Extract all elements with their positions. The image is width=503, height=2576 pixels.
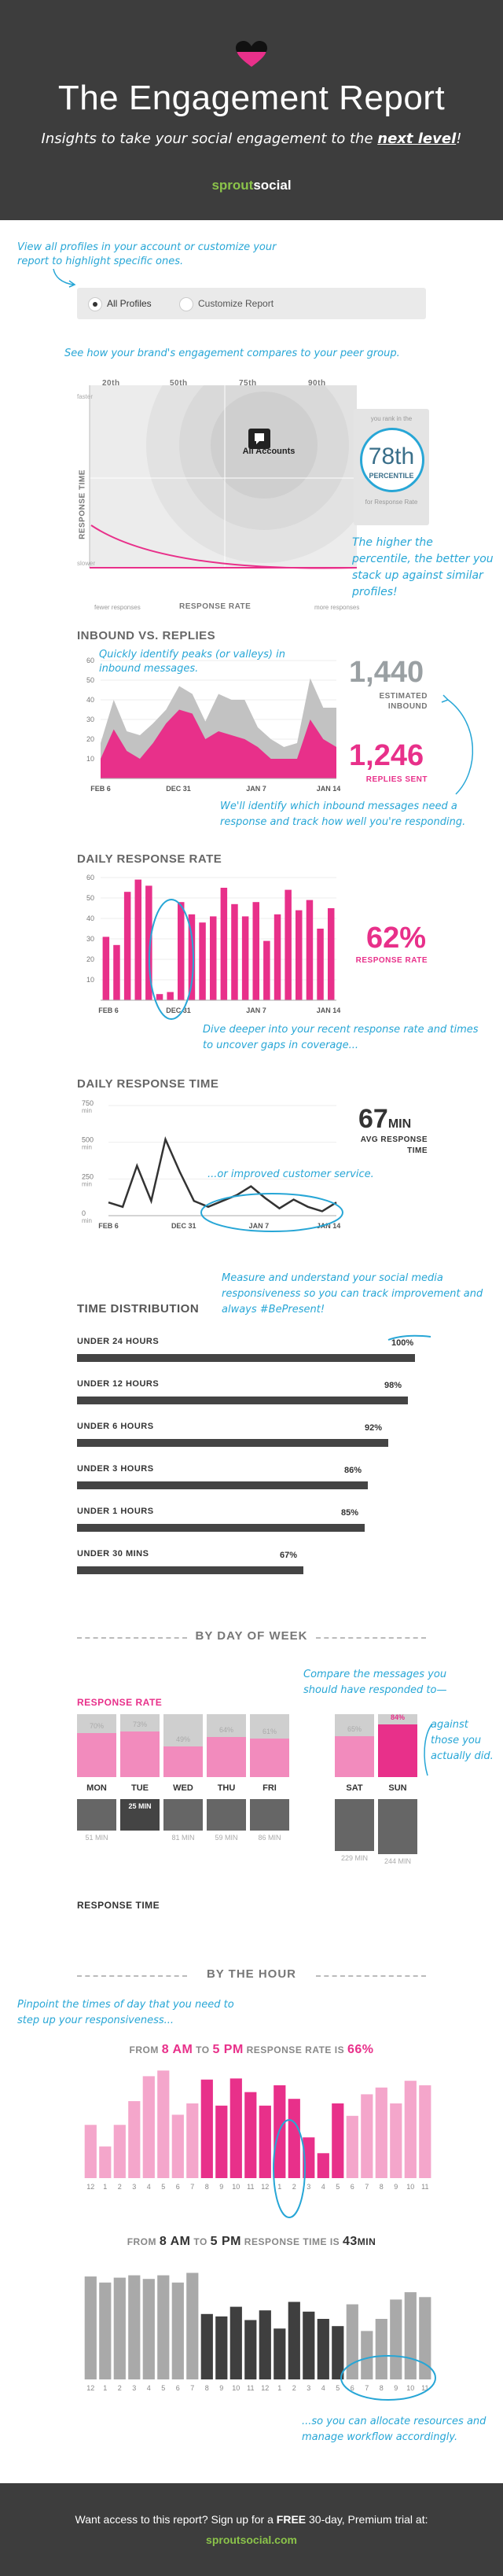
inbound-note-2: We'll identify which inbound messages need a response and track how well you're responding. <box>220 800 466 828</box>
x-tick-label: JAN 14 <box>316 785 341 793</box>
hour-bar <box>332 2103 343 2178</box>
tick-20th: 20th <box>102 379 120 388</box>
intro-note: View all profiles in your account or customize your report to highlight specific ones. <box>17 241 277 267</box>
hour-label: 12 <box>86 2183 95 2191</box>
hour-label: 2 <box>292 2384 296 2392</box>
rate-bar <box>210 916 217 1000</box>
y-tick-label: 40 <box>86 914 94 922</box>
hour-bar <box>114 2125 126 2178</box>
rate-value: 61% <box>262 1728 277 1735</box>
rate-bar <box>263 941 270 1000</box>
y-tick-unit: min <box>82 1217 92 1224</box>
hour-label: 3 <box>307 2183 311 2191</box>
option-customize-report[interactable]: Customize Report <box>198 298 274 309</box>
profile-selector <box>77 288 426 319</box>
day-label: FRI <box>263 1783 277 1793</box>
hour-label: 7 <box>365 2384 369 2392</box>
hour-bar <box>230 2307 242 2379</box>
hour-bar <box>157 2070 169 2178</box>
distribution-percent: 86% <box>344 1466 362 1475</box>
y-tick-label: 30 <box>86 716 94 723</box>
sproutsocial-link[interactable]: sproutsocial.com <box>206 2534 297 2546</box>
header <box>0 0 503 220</box>
percentile-badge <box>354 409 429 525</box>
hour-bar <box>244 2320 256 2380</box>
hour-label: 7 <box>190 2384 195 2392</box>
radio-all-profiles[interactable] <box>88 297 102 311</box>
rate-value: 73% <box>132 1720 147 1728</box>
time-bar <box>250 1799 289 1831</box>
hour-label: 8 <box>204 2384 209 2392</box>
distribution-label: UNDER 3 HOURS <box>77 1464 154 1474</box>
hour-label: 9 <box>394 2384 398 2392</box>
time-value: 244 MIN <box>384 1857 411 1865</box>
hour-bar <box>347 2116 358 2178</box>
arrow-icon <box>420 1720 435 1783</box>
y-top-label: faster <box>77 393 94 400</box>
heart-icon <box>236 41 267 68</box>
hour-label: 9 <box>394 2183 398 2191</box>
hour-label: 4 <box>146 2183 151 2191</box>
x-tick-label: JAN 14 <box>316 1006 341 1014</box>
inbound-title: INBOUND VS. REPLIES <box>77 629 216 642</box>
all-accounts-label: All Accounts <box>242 447 296 456</box>
hour-label: 1 <box>277 2384 282 2392</box>
distribution-percent: 85% <box>341 1508 359 1518</box>
time-value: 229 MIN <box>340 1854 368 1862</box>
hour-label: 11 <box>421 2183 429 2191</box>
distribution-label: UNDER 12 HOURS <box>77 1379 160 1389</box>
hour-bar <box>419 2085 431 2178</box>
rate-value: 65% <box>347 1725 362 1733</box>
hour-bar <box>201 2314 213 2379</box>
page-title: The Engagement Report <box>57 79 446 117</box>
by-day-title: BY DAY OF WEEK <box>195 1629 308 1643</box>
x-tick-label: JAN 14 <box>316 1222 341 1230</box>
hour-bar <box>157 2276 169 2379</box>
response-rate-label: RESPONSE RATE <box>355 956 428 965</box>
hour-bar <box>85 2276 97 2379</box>
hour-label: 5 <box>161 2384 166 2392</box>
y-tick-label: 50 <box>86 676 94 684</box>
estimated-label-1: ESTIMATED <box>379 692 428 701</box>
distribution-bar <box>77 1397 408 1404</box>
hour-label: 12 <box>86 2384 95 2392</box>
time-value: 51 MIN <box>85 1834 108 1842</box>
response-time-title: DAILY RESPONSE TIME <box>77 1077 219 1091</box>
peer-chart <box>68 376 366 627</box>
distribution-bar <box>77 1354 415 1362</box>
distribution-bar <box>77 1439 388 1447</box>
inbound-note: Quickly identify peaks (or valleys) in inbound messages. <box>99 649 285 675</box>
hour-label: 11 <box>247 2384 255 2392</box>
rate-bar <box>296 911 303 1000</box>
replies-sent-value: 1,246 <box>349 739 424 772</box>
time-bar <box>163 1799 203 1831</box>
distribution-bar <box>77 1566 303 1574</box>
hour-bar <box>128 2276 140 2379</box>
badge-value: 78th <box>368 443 415 469</box>
rate-bar <box>328 908 335 1000</box>
avg-response-label-2: TIME <box>407 1146 428 1155</box>
peer-note-2: The higher the percentile, the better you stack up against similar profiles! <box>352 536 494 598</box>
response-rate-note: Dive deeper into your recent response rate and times to uncover gaps in coverage... <box>203 1024 479 1051</box>
time-distribution-note: Measure and understand your social media responsiveness so you can track improvement and always #BePresent! <box>222 1272 483 1316</box>
rate-value: 84% <box>390 1713 405 1721</box>
hour-label: 10 <box>406 2384 415 2392</box>
response-rate-chart <box>77 871 344 1029</box>
hour-bar <box>215 2106 227 2178</box>
y-tick-label: 30 <box>86 935 94 943</box>
hour-label: 10 <box>232 2183 240 2191</box>
hour-label: 1 <box>103 2384 108 2392</box>
badge-top-text: you rank in the <box>370 415 413 422</box>
y-bottom-label: slower <box>77 560 96 567</box>
replies-sent-label: REPLIES SENT <box>365 775 428 784</box>
rate-bar <box>250 1739 289 1777</box>
rate-bar <box>124 892 131 1000</box>
tick-75th: 75th <box>239 379 257 388</box>
distribution-label: UNDER 6 HOURS <box>77 1422 154 1431</box>
hour-label: 7 <box>365 2183 369 2191</box>
hour-label: 1 <box>277 2183 282 2191</box>
rate-bar <box>253 902 260 1000</box>
y-tick-value: 500 <box>82 1135 94 1144</box>
y-tick-label: 10 <box>86 976 94 984</box>
day-label: SAT <box>346 1783 363 1793</box>
rate-bar <box>335 1736 374 1777</box>
hour-label: 12 <box>261 2384 270 2392</box>
time-value: 86 MIN <box>258 1834 281 1842</box>
y-axis-label: RESPONSE TIME <box>78 469 87 539</box>
by-day-note: Compare the messages you should have responded to— <box>303 1669 447 1696</box>
rate-bar <box>163 1746 203 1777</box>
hour-bar <box>128 2101 140 2178</box>
day-label: SUN <box>388 1783 407 1793</box>
rate-bar <box>378 1724 417 1777</box>
highlight-circle <box>267 2114 314 2224</box>
hour-bar <box>230 2078 242 2178</box>
hour-bar <box>172 2283 184 2379</box>
distribution-percent: 98% <box>384 1381 402 1390</box>
rate-value: 49% <box>175 1735 190 1743</box>
y-tick-unit: min <box>82 1143 92 1151</box>
hour-label: 10 <box>406 2183 415 2191</box>
by-day-note-2: against those you actually did. <box>431 1719 494 1762</box>
hour-label: 9 <box>219 2384 224 2392</box>
rate-bar <box>231 904 238 1000</box>
peer-note: See how your brand's engagement compares to your peer group. <box>64 348 400 359</box>
x-right-label: more responses <box>314 604 360 611</box>
distribution-label: UNDER 24 HOURS <box>77 1337 160 1346</box>
hour-label: 8 <box>379 2183 384 2191</box>
rate-bar <box>120 1731 160 1777</box>
distribution-bar <box>77 1524 365 1532</box>
by-hour-note-2: ...so you can allocate resources and manage workflow accordingly. <box>302 2416 486 2443</box>
rate-bar <box>103 937 110 1000</box>
distribution-bar <box>77 1481 368 1489</box>
x-tick-label: DEC 31 <box>166 785 191 793</box>
rate-bar <box>135 880 142 1000</box>
hour-bar <box>318 2153 329 2178</box>
hour-bar <box>143 2279 155 2379</box>
hour-time-summary: FROM 8 AM TO 5 PM RESPONSE TIME IS 43MIN <box>127 2235 376 2248</box>
underline-scribble <box>385 1329 435 1345</box>
by-day-rate-label: RESPONSE RATE <box>77 1697 163 1708</box>
x-tick-label: FEB 6 <box>98 1006 119 1014</box>
y-tick-unit: min <box>82 1180 92 1188</box>
arrow-stroke <box>424 1724 432 1776</box>
day-label: TUE <box>131 1783 149 1793</box>
divider <box>316 1637 426 1639</box>
hour-label: 3 <box>132 2183 137 2191</box>
hour-bar <box>143 2076 155 2178</box>
highlight-circle <box>338 2351 440 2406</box>
hour-bar <box>303 2312 314 2379</box>
badge-bottom-text: for Response Rate <box>365 499 418 506</box>
hour-bar <box>390 2103 402 2178</box>
hour-bar <box>405 2081 417 2178</box>
hour-label: 4 <box>321 2384 325 2392</box>
hour-label: 10 <box>232 2384 240 2392</box>
hour-label: 5 <box>161 2183 166 2191</box>
page-subtitle: Insights to take your social engagement to the next level! <box>41 131 462 147</box>
hour-bar <box>318 2319 329 2379</box>
rate-bar <box>113 945 120 1000</box>
option-all-profiles[interactable]: All Profiles <box>107 298 152 309</box>
avg-response-label-1: AVG RESPONSE <box>360 1135 428 1144</box>
response-rate-value: 62% <box>366 922 427 955</box>
hour-label: 5 <box>336 2183 340 2191</box>
y-tick-label: 50 <box>86 894 94 902</box>
time-value: 59 MIN <box>215 1834 238 1842</box>
y-tick-value: 250 <box>82 1172 94 1181</box>
distribution-percent: 100% <box>391 1338 414 1348</box>
hour-bar <box>201 2080 213 2178</box>
y-tick-unit: min <box>82 1107 92 1114</box>
day-label: MON <box>86 1783 107 1793</box>
x-axis-label: RESPONSE RATE <box>179 602 252 611</box>
rate-bar <box>242 916 249 1000</box>
x-left-label: fewer responses <box>94 604 141 611</box>
by-hour-note: Pinpoint the times of day that you need to step up your responsiveness... <box>17 1999 234 2026</box>
hour-bar <box>172 2114 184 2178</box>
time-bar <box>207 1799 246 1831</box>
rate-bar <box>221 888 228 1000</box>
tick-90th: 90th <box>308 379 326 388</box>
hour-label: 6 <box>175 2183 180 2191</box>
hour-label: 3 <box>307 2384 311 2392</box>
time-bar <box>335 1799 374 1851</box>
rate-bar <box>274 914 281 1000</box>
hour-label: 6 <box>350 2183 354 2191</box>
distribution-label: UNDER 30 MINS <box>77 1549 149 1558</box>
hour-bar <box>114 2278 126 2379</box>
arrow-icon <box>50 267 82 288</box>
time-value: 25 MIN <box>128 1802 152 1810</box>
y-tick-label: 60 <box>86 874 94 881</box>
day-label: THU <box>217 1783 236 1793</box>
hour-bar <box>99 2147 111 2178</box>
time-bar <box>77 1799 116 1831</box>
hour-label: 11 <box>421 2384 429 2392</box>
by-hour-title: BY THE HOUR <box>206 1967 297 1981</box>
distribution-percent: 92% <box>365 1423 383 1433</box>
hour-rate-chart <box>77 2060 439 2202</box>
hour-label: 4 <box>146 2384 151 2392</box>
rate-bar <box>77 1733 116 1777</box>
hour-bar <box>288 2302 300 2379</box>
day-label: WED <box>173 1783 193 1793</box>
arrow-icon <box>440 692 487 802</box>
rate-bar <box>207 1737 246 1777</box>
hour-label: 12 <box>261 2183 270 2191</box>
y-tick-label: 60 <box>86 657 94 664</box>
next-level-link[interactable]: next level <box>377 131 457 147</box>
hour-bar <box>274 2328 285 2379</box>
hour-bar <box>361 2094 373 2178</box>
hour-label: 5 <box>336 2384 340 2392</box>
distribution-percent: 67% <box>280 1551 298 1560</box>
by-day-time-label: RESPONSE TIME <box>77 1900 160 1911</box>
hour-label: 2 <box>117 2183 122 2191</box>
rate-value: 70% <box>89 1722 104 1730</box>
sproutsocial-logo: sproutsocial <box>211 178 292 193</box>
x-tick-label: JAN 7 <box>246 1006 266 1014</box>
hour-label: 4 <box>321 2183 325 2191</box>
hour-label: 1 <box>103 2183 108 2191</box>
rate-bar <box>307 900 314 1000</box>
tick-50th: 50th <box>170 379 188 388</box>
hour-bar <box>376 2088 387 2178</box>
hour-label: 6 <box>350 2384 354 2392</box>
hour-bar <box>85 2125 97 2178</box>
hour-rate-summary: FROM 8 AM TO 5 PM RESPONSE RATE IS 66% <box>129 2043 374 2056</box>
y-tick-label: 20 <box>86 735 94 743</box>
x-tick-label: JAN 7 <box>246 785 266 793</box>
hour-label: 3 <box>132 2384 137 2392</box>
hour-bar <box>259 2310 271 2379</box>
hour-label: 8 <box>204 2183 209 2191</box>
footer <box>0 2483 503 2576</box>
y-tick-value: 0 <box>82 1209 86 1217</box>
estimated-inbound-value: 1,440 <box>349 656 424 689</box>
distribution-label: UNDER 1 HOURS <box>77 1507 154 1516</box>
y-tick-value: 750 <box>82 1099 94 1107</box>
hour-label: 6 <box>175 2384 180 2392</box>
response-time-note: ...or improved customer service. <box>207 1168 374 1180</box>
highlight-circle <box>196 1189 354 1236</box>
time-distribution-title: TIME DISTRIBUTION <box>77 1302 200 1316</box>
hour-bar <box>215 2317 227 2379</box>
hour-label: 9 <box>219 2183 224 2191</box>
hour-label: 11 <box>247 2183 255 2191</box>
hour-bar <box>244 2092 256 2178</box>
rate-value: 64% <box>218 1726 233 1734</box>
footer-cta: Want access to this report? Sign up for a FREE 30-day, Premium trial at: <box>75 2513 428 2526</box>
x-tick-label: DEC 31 <box>166 1006 191 1014</box>
rate-bar <box>285 890 292 1000</box>
x-tick-label: FEB 6 <box>98 1222 119 1230</box>
estimated-label-2: INBOUND <box>387 702 428 711</box>
hour-label: 2 <box>117 2384 122 2392</box>
hour-bar <box>99 2283 111 2379</box>
rate-bar <box>317 929 324 1000</box>
radio-customize-report[interactable] <box>179 297 193 311</box>
avg-response-time-value: 67MIN <box>358 1104 412 1134</box>
x-tick-label: JAN 7 <box>248 1222 270 1230</box>
inbound-chart <box>77 654 344 804</box>
hour-label: 8 <box>379 2384 384 2392</box>
hour-bar <box>186 2273 198 2380</box>
hour-label: 7 <box>190 2183 195 2191</box>
hour-bar <box>186 2103 198 2178</box>
hour-label: 2 <box>292 2183 296 2191</box>
y-tick-label: 40 <box>86 696 94 704</box>
divider <box>316 1975 426 1977</box>
time-bar <box>378 1799 417 1854</box>
response-rate-title: DAILY RESPONSE RATE <box>77 852 222 866</box>
time-value: 81 MIN <box>171 1834 195 1842</box>
x-tick-label: DEC 31 <box>171 1222 196 1230</box>
x-tick-label: FEB 6 <box>90 785 111 793</box>
highlight-circle <box>141 896 204 1022</box>
badge-sub: PERCENTILE <box>369 472 414 480</box>
y-tick-label: 10 <box>86 755 94 763</box>
y-tick-label: 20 <box>86 955 94 963</box>
